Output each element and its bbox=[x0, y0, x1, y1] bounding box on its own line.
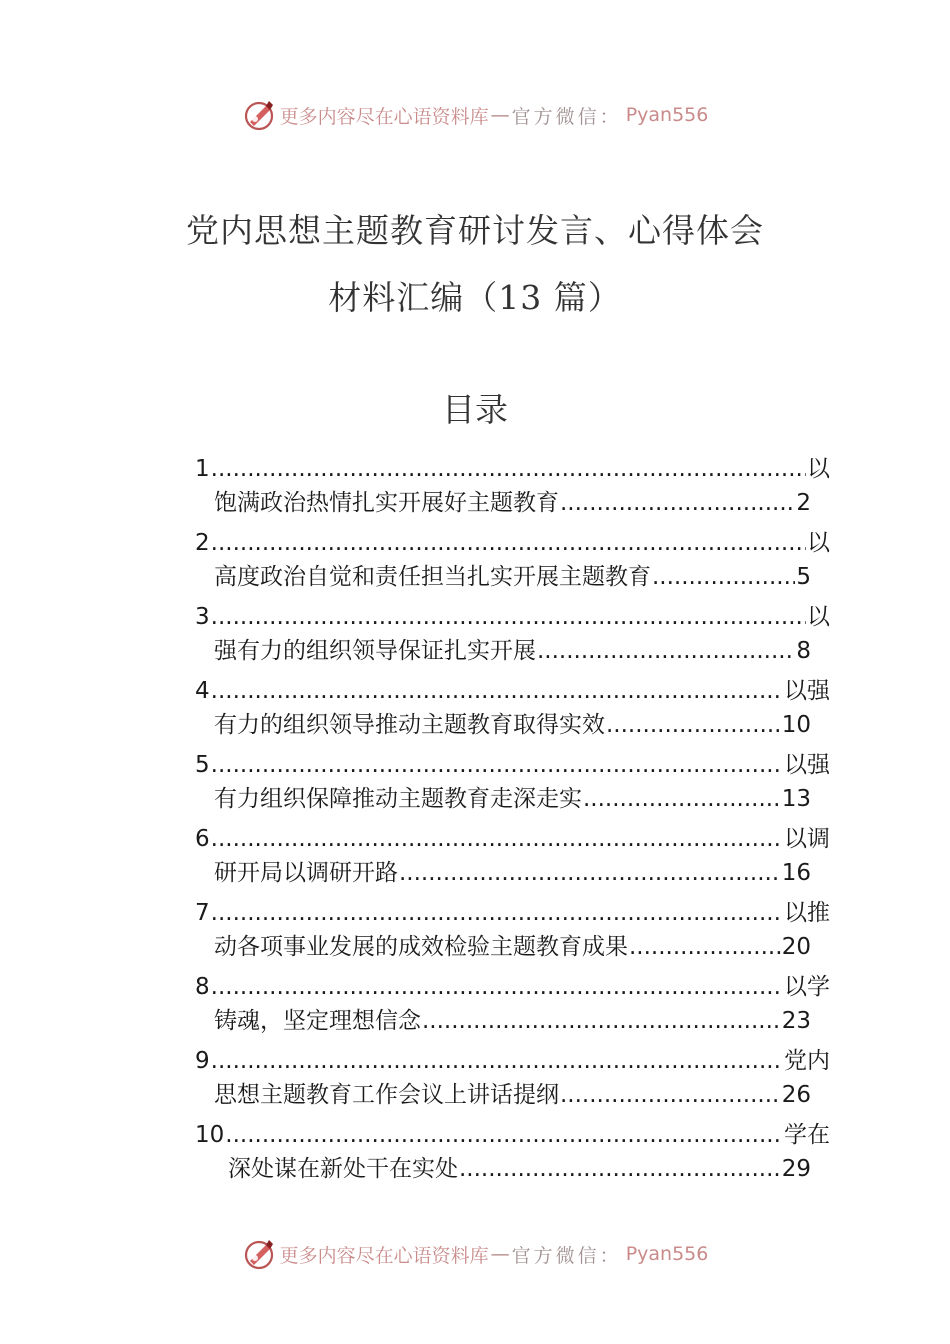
pen-logo-icon bbox=[242, 1237, 276, 1271]
toc-entry-number: 8 bbox=[195, 974, 210, 1000]
toc-entry-number: 1 bbox=[195, 456, 210, 482]
toc-entry-title-start: 以 bbox=[807, 604, 830, 630]
toc-entry-title-start: 以强 bbox=[784, 752, 830, 778]
toc-entry[interactable] bbox=[0, 526, 950, 600]
toc-leader-dots bbox=[211, 526, 806, 560]
toc-leader-dots bbox=[211, 674, 783, 708]
toc-leader-dots bbox=[560, 486, 795, 520]
toc-entry[interactable] bbox=[0, 748, 950, 822]
toc-entry[interactable] bbox=[0, 600, 950, 674]
toc-entry-page: 29 bbox=[781, 1156, 811, 1182]
toc-entry-page: 2 bbox=[796, 490, 811, 516]
toc-entry-title-rest: 高度政治自觉和责任担当扎实开展主题教育 bbox=[214, 564, 651, 590]
toc-entry-title-rest: 深处谋在新处干在实处 bbox=[228, 1156, 458, 1182]
toc-entry[interactable] bbox=[0, 970, 950, 1044]
watermark-footer bbox=[0, 1234, 950, 1274]
document-title-line2: 材料汇编（13 篇） bbox=[328, 278, 622, 317]
toc-entry-title-start: 以 bbox=[807, 530, 830, 556]
watermark-label: 官方微信： bbox=[511, 105, 622, 128]
watermark-brand: 更多内容尽在心语资料库 bbox=[279, 105, 489, 128]
watermark-label: 官方微信： bbox=[511, 1244, 622, 1267]
watermark-separator: — bbox=[490, 104, 510, 126]
toc-leader-dots bbox=[560, 1078, 781, 1112]
toc-entry-number: 9 bbox=[195, 1048, 210, 1074]
pen-logo-icon bbox=[242, 98, 276, 132]
toc-entry[interactable] bbox=[0, 896, 950, 970]
toc-leader-dots bbox=[211, 970, 783, 1004]
toc-entry-title-start: 以学 bbox=[784, 974, 830, 1000]
toc-leader-dots bbox=[211, 748, 783, 782]
toc-entry-number: 3 bbox=[195, 604, 210, 630]
toc-entry-number: 7 bbox=[195, 900, 210, 926]
toc-entry-page: 8 bbox=[796, 638, 811, 664]
watermark-account: Pyan556 bbox=[625, 104, 709, 126]
document-title-line1: 党内思想主题教育研讨发言、心得体会 bbox=[186, 211, 764, 250]
toc-entry-number: 5 bbox=[195, 752, 210, 778]
toc-entry-title-rest: 饱满政治热情扎实开展好主题教育 bbox=[214, 490, 559, 516]
toc-heading: 目录 bbox=[442, 390, 508, 429]
toc-leader-dots bbox=[211, 822, 783, 856]
toc-leader-dots bbox=[399, 856, 781, 890]
toc-entry-title-start: 以推 bbox=[784, 900, 830, 926]
toc-entry-title-rest: 思想主题教育工作会议上讲话提纲 bbox=[214, 1082, 559, 1108]
toc-leader-dots bbox=[422, 1004, 781, 1038]
toc-entry-title-rest: 强有力的组织领导保证扎实开展 bbox=[214, 638, 536, 664]
toc-entry-title-start: 以 bbox=[807, 456, 830, 482]
toc-leader-dots bbox=[537, 634, 795, 668]
toc-entry-title-start: 以调 bbox=[784, 826, 830, 852]
toc-leader-dots bbox=[211, 1044, 783, 1078]
toc-leader-dots bbox=[211, 896, 783, 930]
toc-leader-dots bbox=[629, 930, 781, 964]
toc-entry-number: 10 bbox=[195, 1122, 225, 1148]
toc-entry[interactable] bbox=[0, 822, 950, 896]
toc-entry-title-rest: 研开局以调研开路 bbox=[214, 860, 398, 886]
toc-leader-dots bbox=[211, 452, 806, 486]
toc-entry-title-rest: 有力的组织领导推动主题教育取得实效 bbox=[214, 712, 605, 738]
toc-entry[interactable] bbox=[0, 1118, 950, 1192]
toc-entry[interactable] bbox=[0, 452, 950, 526]
toc-entry-page: 10 bbox=[781, 712, 811, 738]
toc-entry-number: 4 bbox=[195, 678, 210, 704]
toc-entry-page: 26 bbox=[781, 1082, 811, 1108]
toc-leader-dots bbox=[583, 782, 781, 816]
toc-entry-title-rest: 有力组织保障推动主题教育走深走实 bbox=[214, 786, 582, 812]
toc-leader-dots bbox=[459, 1152, 781, 1186]
toc-entry-page: 23 bbox=[781, 1008, 811, 1034]
toc-entry[interactable] bbox=[0, 674, 950, 748]
watermark-header bbox=[0, 95, 950, 135]
toc-leader-dots bbox=[652, 560, 795, 594]
toc-leader-dots bbox=[211, 600, 806, 634]
toc-entry-page: 5 bbox=[796, 564, 811, 590]
toc-entry-title-start: 以强 bbox=[784, 678, 830, 704]
watermark-separator: — bbox=[490, 1243, 510, 1265]
toc-entry-page: 13 bbox=[781, 786, 811, 812]
toc-entry-title-rest: 动各项事业发展的成效检验主题教育成果 bbox=[214, 934, 628, 960]
toc-entry-title-start: 学在 bbox=[784, 1122, 830, 1148]
watermark-brand: 更多内容尽在心语资料库 bbox=[279, 1244, 489, 1267]
toc-entry[interactable] bbox=[0, 1044, 950, 1118]
toc-entry-number: 6 bbox=[195, 826, 210, 852]
watermark-account: Pyan556 bbox=[625, 1243, 709, 1265]
toc-leader-dots bbox=[225, 1118, 783, 1152]
toc-entry-page: 16 bbox=[781, 860, 811, 886]
toc-entry-number: 2 bbox=[195, 530, 210, 556]
toc-leader-dots bbox=[606, 708, 781, 742]
toc-entry-title-rest: 铸魂，坚定理想信念 bbox=[214, 1008, 421, 1034]
toc-entry-page: 20 bbox=[781, 934, 811, 960]
toc-entry-title-start: 党内 bbox=[784, 1048, 830, 1074]
table-of-contents bbox=[0, 452, 950, 1192]
